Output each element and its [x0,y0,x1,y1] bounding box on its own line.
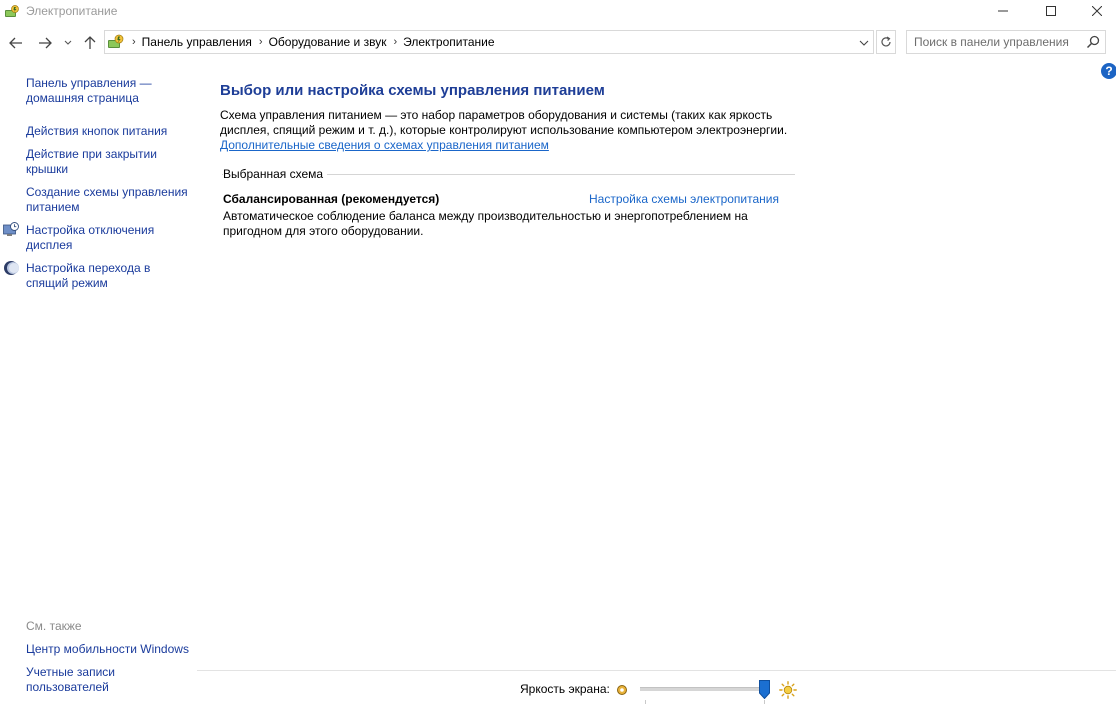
brightness-low-icon [616,684,628,699]
bottom-divider [197,670,1116,671]
sidebar-item-label: Действие при закрытии [26,147,157,161]
arrow-right-icon [38,37,52,49]
up-button[interactable] [81,34,99,52]
minimize-icon [998,6,1008,16]
sidebar-item-label: домашняя страница [26,91,139,105]
sidebar-item-create-plan[interactable] [26,185,194,215]
sidebar-item-sleep[interactable] [26,261,194,291]
sidebar-item-label: крышки [26,162,69,176]
sidebar-item-label: дисплея [26,238,73,252]
page-title: Выбор или настройка схемы управления питанием [220,82,605,99]
breadcrumb-separator-icon: › [132,36,136,48]
recent-locations-button[interactable] [61,34,75,52]
sidebar-item-label: Настройка перехода в [26,261,151,275]
search-box[interactable] [906,30,1106,54]
search-input[interactable] [914,32,1074,52]
plan-settings-link[interactable]: Настройка схемы электропитания [589,192,779,206]
description-line: Схема управления питанием — это набор параметров оборудования и системы (таких как яркость [220,108,773,122]
forward-button[interactable] [36,34,54,52]
question-mark-icon: ? [1105,64,1113,78]
see-also-label: Центр мобильности Windows [26,642,189,656]
see-also-user-accounts[interactable] [26,665,194,695]
arrow-left-icon [9,37,23,49]
sidebar-item-label: питанием [26,200,80,214]
breadcrumb-hardware-sound[interactable]: Оборудование и звук [268,35,387,49]
power-options-icon [107,33,125,51]
breadcrumb-control-panel[interactable]: Панель управления [141,35,252,49]
see-also-mobility-center[interactable] [26,642,194,657]
close-button[interactable] [1074,0,1116,22]
refresh-icon [880,36,892,48]
brightness-slider-thumb[interactable] [759,680,770,702]
address-dropdown-button[interactable] [857,35,871,51]
chevron-down-icon [64,40,72,46]
breadcrumb-separator-icon: › [258,36,263,48]
arrow-up-icon [84,36,96,50]
sidebar-item-display-off[interactable] [26,223,194,253]
breadcrumb-power-options[interactable]: Электропитание [403,35,495,49]
plan-name: Сбалансированная (рекомендуется) [223,192,440,206]
section-label: Выбранная схема [223,167,327,181]
title-bar [0,0,1116,24]
sidebar-item-power-buttons[interactable] [26,124,194,139]
maximize-icon [1046,6,1056,16]
more-info-link[interactable]: Дополнительные сведения о схемах управления питанием [220,138,549,152]
power-options-icon [4,4,20,20]
chevron-down-icon [859,40,869,46]
plan-description-line: Автоматическое соблюдение баланса между производительностью и энергопотреблением на [223,209,748,223]
close-icon [1092,6,1102,16]
page-description [220,108,810,138]
plan-description [223,209,773,239]
help-button[interactable] [1101,63,1116,79]
sidebar-item-label: Создание схемы управления [26,185,188,199]
back-button[interactable] [7,34,25,52]
breadcrumb-separator-icon: › [393,36,398,48]
sidebar-item-label: Панель управления — [26,76,152,90]
moon-icon [3,260,19,276]
sidebar-item-label: спящий режим [26,276,108,290]
see-also-label: Учетные записи [26,665,115,679]
sidebar-item-control-panel-home[interactable] [26,76,194,106]
see-also-heading: См. также [26,619,82,633]
sidebar-item-label: Действия кнопок питания [26,124,168,138]
monitor-clock-icon [3,222,19,238]
navigation-bar [0,30,1116,56]
description-line: дисплея, спящий режим и т. д.), которые контролируют использование компьютером электроэнергии. [220,123,788,137]
address-bar[interactable] [104,30,874,54]
brightness-slider-track[interactable] [640,687,764,691]
search-icon[interactable] [1086,35,1100,52]
sidebar-item-label: Настройка отключения [26,223,155,237]
maximize-button[interactable] [1028,0,1074,22]
refresh-button[interactable] [876,30,896,54]
minimize-button[interactable] [980,0,1026,22]
brightness-label: Яркость экрана: [520,682,610,696]
left-pane [0,74,196,714]
sidebar-item-lid-close[interactable] [26,147,194,177]
see-also-label: пользователей [26,680,109,694]
brightness-high-icon [779,681,797,702]
slider-tick [645,700,646,704]
window-title: Электропитание [26,4,118,18]
plan-description-line: пригодном для этого оборудовании. [223,224,424,238]
